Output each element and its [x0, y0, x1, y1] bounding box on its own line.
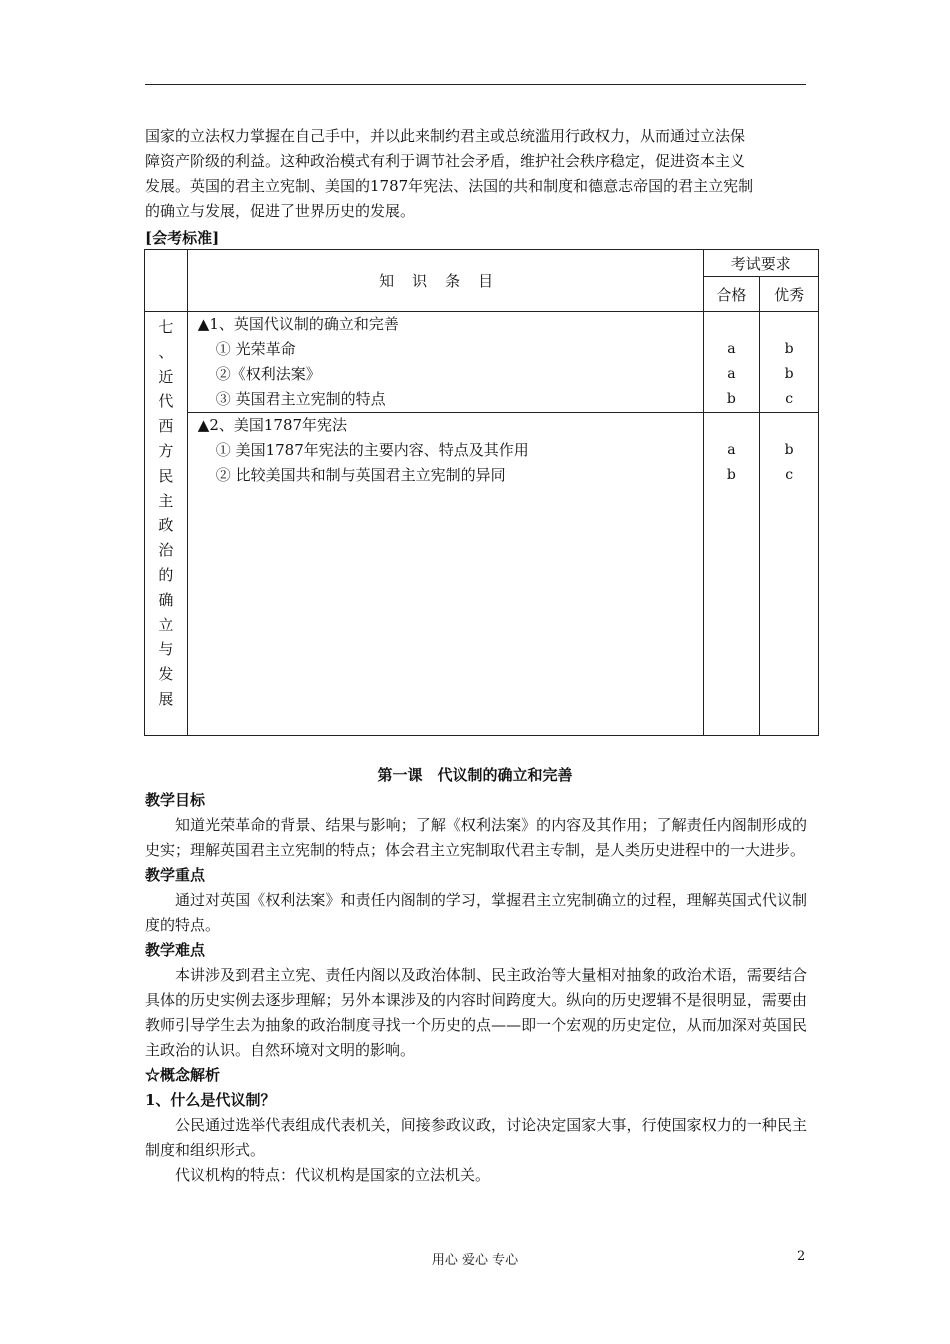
- category-char: 方: [158, 441, 174, 460]
- lesson-body: [145, 788, 807, 1188]
- focus-heading: 教学重点: [145, 866, 206, 884]
- goals-text: 知道光荣革命的背景、结果与影响；了解《权利法案》的内容及其作用；了解责任内阁制形成的史实；理解英国君主立宪制的特点；体会君主立宪制取代君主专制，是人类历史进程中的一大进步。: [145, 816, 807, 859]
- grade-value: a: [727, 341, 736, 357]
- standards-table: [144, 249, 819, 736]
- category-char: 主: [158, 491, 174, 510]
- category-char: 确: [158, 590, 174, 609]
- knowledge-item: ① 美国1787年宪法的主要内容、特点及其作用: [215, 441, 529, 459]
- group-1-excellent: [760, 312, 819, 413]
- goals-heading: 教学目标: [145, 791, 206, 809]
- category-text: [145, 312, 187, 712]
- question-1-heading: 1、什么是代议制？: [145, 1091, 276, 1109]
- standards-heading: [会考标准]: [145, 229, 220, 247]
- intro-line: 发展。英国的君主立宪制、美国的1787年宪法、法国的共和制度和德意志帝国的君主立宪制: [145, 177, 754, 195]
- concept-heading: ☆概念解析: [145, 1066, 221, 1084]
- category-char: 的: [158, 565, 174, 584]
- grade-value: b: [726, 467, 736, 483]
- question-1-text: 公民通过选举代表组成代表机关，间接参政议政，讨论决定国家大事，行使国家权力的一种民主制度和组织形式。: [145, 1116, 807, 1159]
- category-char: 近: [158, 367, 174, 386]
- intro-line: 的确立与发展，促进了世界历史的发展。: [145, 202, 416, 220]
- knowledge-item: ③ 英国君主立宪制的特点: [215, 390, 386, 408]
- grade-value: b: [784, 442, 794, 458]
- category-char: 与: [158, 640, 174, 659]
- category-cell: [145, 312, 188, 736]
- category-char: 七: [158, 318, 174, 336]
- group-1-pass: [703, 312, 760, 413]
- pass-header: 合格: [703, 277, 760, 312]
- difficulty-text: 本讲涉及到君主立宪、责任内阁以及政治体制、民主政治等大量相对抽象的政治术语，需要结合具体的历史实例去逐步理解；另外本课涉及的内容时间跨度大。纵向的历史逻辑不是很明显，需要由教师引导学生去为抽象的政治制度寻找一个历史的点——即一个宏观的历史定位，从而加深对英国民主政治的认识。自然环境对文明的影响。: [145, 966, 807, 1059]
- grade-value: b: [784, 366, 794, 382]
- group-title: ▲2、美国1787年宪法: [197, 416, 348, 434]
- group-2-items: [187, 413, 703, 736]
- difficulty-heading: 教学难点: [145, 941, 206, 959]
- category-char: 代: [158, 392, 174, 411]
- intro-line: 国家的立法权力掌握在自己手中，并以此来制约君主或总统滥用行政权力，从而通过立法保: [145, 127, 746, 145]
- category-char: 、: [158, 342, 174, 361]
- focus-text: 通过对英国《权利法案》和责任内阁制的学习，掌握君主立宪制确立的过程，理解英国式代议制度的特点。: [145, 891, 807, 934]
- page-number: 2: [797, 1249, 806, 1264]
- category-char: 政: [158, 516, 174, 535]
- knowledge-item: ②《权利法案》: [215, 365, 321, 383]
- grade-value: a: [727, 442, 736, 458]
- knowledge-item: ② 比较美国共和制与英国君主立宪制的异同: [215, 466, 506, 484]
- category-char: 发: [158, 665, 174, 684]
- knowledge-item: ① 光荣革命: [215, 340, 296, 358]
- category-char: 展: [158, 689, 174, 708]
- question-1-feature: 代议机构的特点：代议机构是国家的立法机关。: [175, 1166, 491, 1184]
- grade-value: a: [727, 366, 736, 382]
- group-title: ▲1、英国代议制的确立和完善: [197, 315, 399, 333]
- lesson-title: 第一课 代议制的确立和完善: [377, 766, 573, 784]
- grade-value: c: [785, 467, 794, 483]
- grade-value: c: [785, 391, 794, 407]
- header-rule: [145, 84, 806, 85]
- knowledge-header: 知识条目: [187, 250, 703, 312]
- excellent-header: 优秀: [760, 277, 819, 312]
- category-char: 西: [158, 417, 174, 436]
- intro-line: 障资产阶级的利益。这种政治模式有利于调节社会矛盾，维护社会秩序稳定，促进资本主义: [145, 152, 746, 170]
- footer-motto: 用心 爱心 专心: [431, 1253, 519, 1268]
- exam-requirement-header: 考试要求: [703, 250, 818, 277]
- category-char: 民: [158, 466, 174, 485]
- grade-value: b: [726, 391, 736, 407]
- group-1-items: [187, 312, 703, 413]
- group-2-pass: [703, 413, 760, 736]
- category-char: 治: [158, 541, 174, 560]
- intro-paragraph: [145, 124, 807, 224]
- table-corner-cell: [145, 250, 188, 312]
- grade-value: b: [784, 341, 794, 357]
- group-2-excellent: [760, 413, 819, 736]
- category-char: 立: [158, 615, 174, 634]
